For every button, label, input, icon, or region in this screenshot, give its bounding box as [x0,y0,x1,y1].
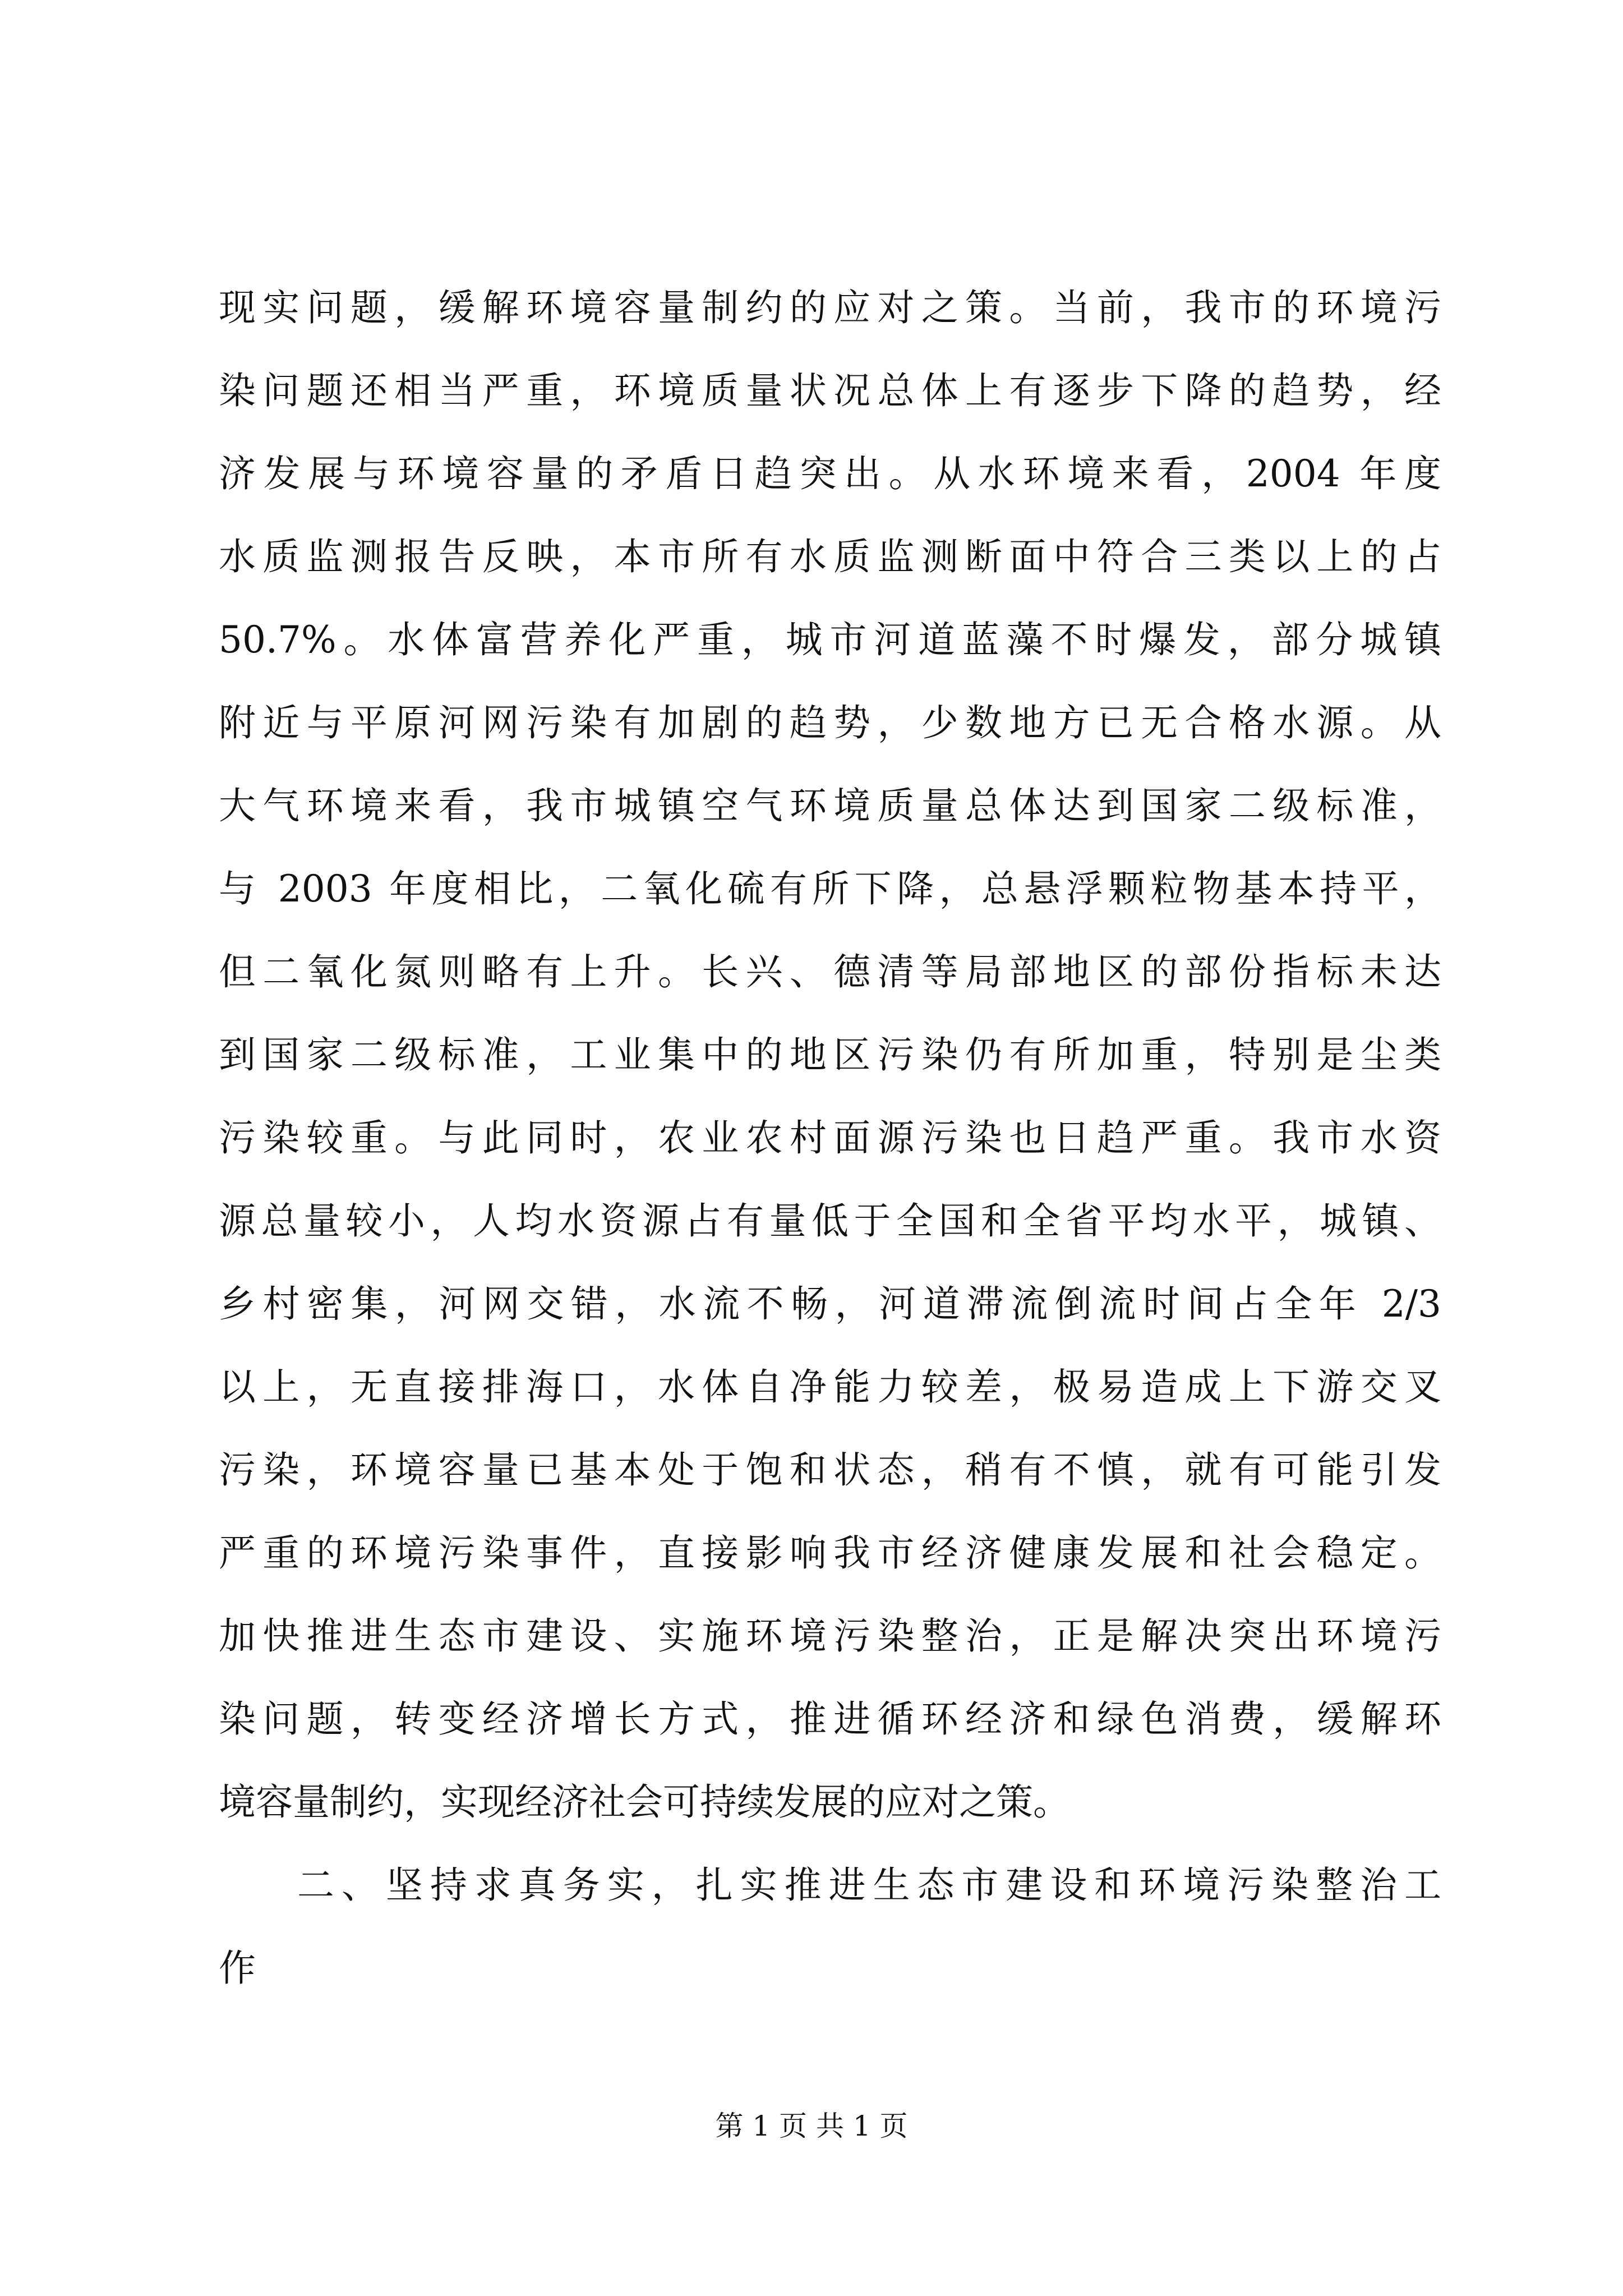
text-line: 大气环境来看，我市城镇空气环境质量总体达到国家二级标准， [219,784,1441,827]
text-line: 附近与平原河网污染有加剧的趋势，少数地方已无合格水源。从 [219,701,1441,744]
text-line: 污染较重。与此同时，农业农村面源污染也日趋严重。我市水资 [219,1116,1441,1159]
text-line: 污染，环境容量已基本处于饱和状态，稍有不慎，就有可能引发 [219,1448,1441,1492]
section-heading-continued: 作 [219,1947,256,1990]
text-line: 济发展与环境容量的矛盾日趋突出。从水环境来看，2004 年度 [219,452,1441,495]
text-line: 源总量较小，人均水资源占有量低于全国和全省平均水平，城镇、 [219,1199,1441,1243]
text-line: 以上，无直接排海口，水体自净能力较差，极易造成上下游交叉 [219,1365,1441,1409]
text-line: 现实问题，缓解环境容量制约的应对之策。当前，我市的环境污 [219,286,1441,329]
text-line: 50.7%。水体富营养化严重，城市河道蓝藻不时爆发，部分城镇 [219,618,1441,661]
text-line: 加快推进生态市建设、实施环境污染整治，正是解决突出环境污 [219,1614,1441,1658]
section-heading: 二、坚持求真务实，扎实推进生态市建设和环境污染整治工 [297,1864,1441,1907]
text-line: 境容量制约，实现经济社会可持续发展的应对之策。 [219,1780,1070,1824]
page-footer: 第 1 页 共 1 页 [715,2110,908,2142]
text-line: 到国家二级标准，工业集中的地区污染仍有所加重，特别是尘类 [219,1033,1441,1076]
text-line: 染问题，转变经济增长方式，推进循环经济和绿色消费，缓解环 [219,1697,1441,1741]
text-line: 染问题还相当严重，环境质量状况总体上有逐步下降的趋势，经 [219,369,1441,412]
text-line: 与 2003 年度相比，二氧化硫有所下降，总悬浮颗粒物基本持平， [219,867,1441,910]
text-line: 但二氧化氮则略有上升。长兴、德清等局部地区的部份指标未达 [219,950,1441,993]
text-line: 严重的环境污染事件，直接影响我市经济健康发展和社会稳定。 [219,1531,1441,1575]
body-text [219,266,1441,2010]
text-line: 乡村密集，河网交错，水流不畅，河道滞流倒流时间占全年 2/3 [219,1282,1441,1326]
text-line: 水质监测报告反映，本市所有水质监测断面中符合三类以上的占 [219,535,1441,578]
